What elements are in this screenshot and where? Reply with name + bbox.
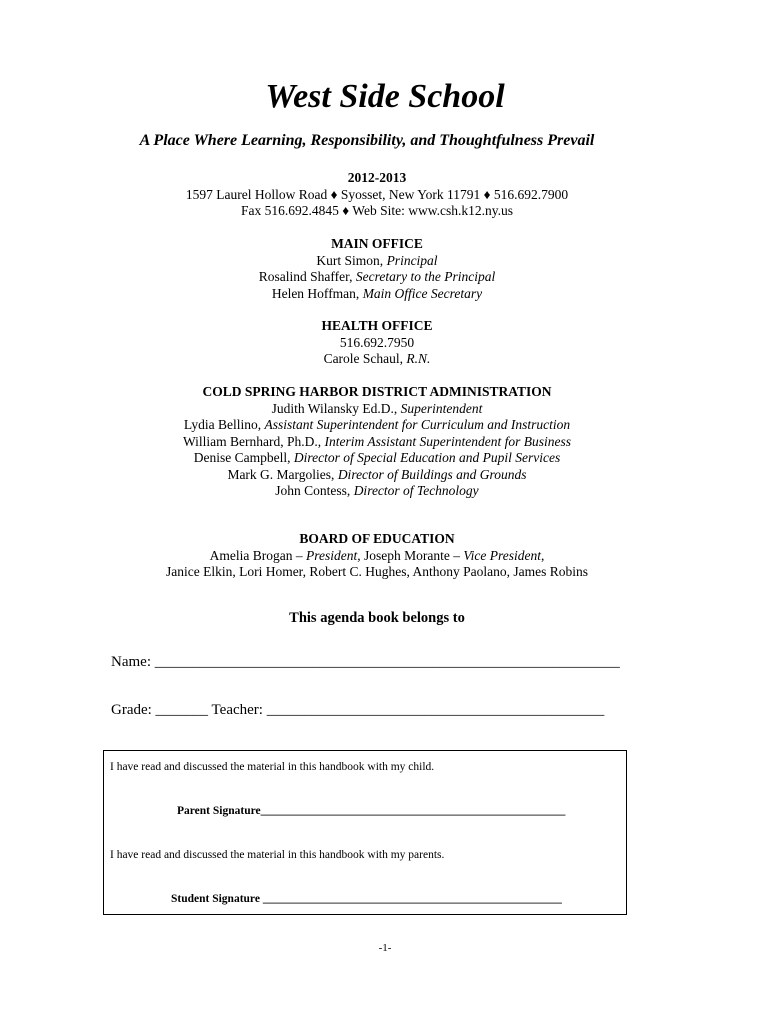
main-office-heading: MAIN OFFICE	[331, 236, 423, 251]
staff-role: Assistant Superintendent for Curriculum and Instruction	[264, 417, 571, 432]
grade-teacher-field[interactable]: Grade: _______ Teacher: _____________________________________________	[111, 702, 605, 718]
student-signature-field[interactable]	[171, 893, 562, 905]
health-office-phone: 516.692.7950	[339, 334, 415, 350]
parent-statement: I have read and discussed the material in this handbook with my child.	[110, 761, 435, 773]
board-vp-tail: ,	[540, 547, 545, 563]
staff-name: Denise Campbell,	[193, 450, 294, 465]
staff-role: Main Office Secretary	[362, 285, 483, 301]
school-name: West Side School	[265, 78, 505, 115]
staff-line	[0, 434, 754, 451]
board-members-line: Janice Elkin, Lori Homer, Robert C. Hughes, Anthony Paolano, James Robins	[165, 564, 589, 579]
board-vp-role: Vice President	[463, 547, 541, 563]
page-number: -1-	[378, 942, 392, 954]
signature-box	[103, 750, 627, 915]
staff-line	[0, 401, 754, 418]
board-president-name: Amelia Brogan –	[209, 547, 307, 563]
fax-web-line: Fax 516.692.4845 ♦ Web Site: www.csh.k12.ny.us	[241, 203, 513, 218]
staff-name: John Contess,	[275, 483, 354, 498]
district-admin-heading: COLD SPRING HARBOR DISTRICT ADMINISTRATION	[202, 384, 552, 399]
address-line: 1597 Laurel Hollow Road ♦ Syosset, New York 11791 ♦ 516.692.7900	[185, 186, 569, 202]
parent-signature-line: _____________________________________________________	[260, 805, 566, 817]
student-signature-line: ____________________________________________________	[259, 893, 562, 905]
staff-role: Secretary to the Principal	[355, 269, 496, 284]
school-motto: A Place Where Learning, Responsibility, and Thoughtfulness Prevail	[139, 132, 595, 149]
staff-name: Rosalind Shaffer,	[258, 269, 356, 284]
health-office-heading: HEALTH OFFICE	[321, 318, 433, 333]
staff-line	[0, 253, 754, 270]
student-statement: I have read and discussed the material in this handbook with my parents.	[110, 849, 445, 861]
staff-name: Judith Wilansky Ed.D.,	[271, 400, 401, 416]
staff-name: Mark G. Margolies,	[227, 466, 338, 482]
staff-line	[0, 450, 754, 467]
board-section	[0, 531, 754, 581]
main-office-section	[0, 236, 754, 302]
staff-line	[0, 483, 754, 500]
staff-name: William Bernhard, Ph.D.,	[182, 433, 325, 449]
staff-line	[0, 269, 754, 286]
health-office-section	[0, 318, 754, 368]
student-signature-label: Student Signature	[171, 893, 260, 905]
staff-role: R.N.	[406, 351, 431, 366]
board-heading: BOARD OF EDUCATION	[299, 531, 455, 546]
staff-role: Director of Buildings and Grounds	[337, 466, 527, 482]
staff-name: Kurt Simon,	[316, 252, 387, 268]
staff-role: Interim Assistant Superintendent for Business	[324, 433, 572, 449]
staff-line	[0, 467, 754, 484]
staff-role: Superintendent	[400, 400, 483, 416]
district-admin-section	[0, 384, 754, 500]
name-field[interactable]: Name: ______________________________________________________________	[111, 654, 620, 670]
staff-line	[0, 417, 754, 434]
board-officers-line	[0, 548, 754, 565]
staff-name: Lydia Bellino,	[183, 417, 265, 432]
staff-line	[0, 286, 754, 303]
staff-name: Carole Schaul,	[323, 351, 407, 366]
ownership-heading: This agenda book belongs to	[289, 610, 465, 626]
staff-role: Director of Special Education and Pupil Services	[293, 450, 561, 465]
staff-name: Helen Hoffman,	[271, 285, 363, 301]
school-year: 2012-2013	[347, 170, 407, 185]
parent-signature-label: Parent Signature	[177, 805, 261, 817]
contact-block	[0, 170, 754, 220]
staff-line	[0, 351, 754, 368]
staff-role: Director of Technology	[353, 483, 479, 498]
board-president-role: President	[306, 547, 358, 563]
staff-role: Principal	[386, 252, 438, 268]
board-vp-name: , Joseph Morante –	[357, 547, 464, 563]
parent-signature-field[interactable]	[177, 805, 565, 817]
